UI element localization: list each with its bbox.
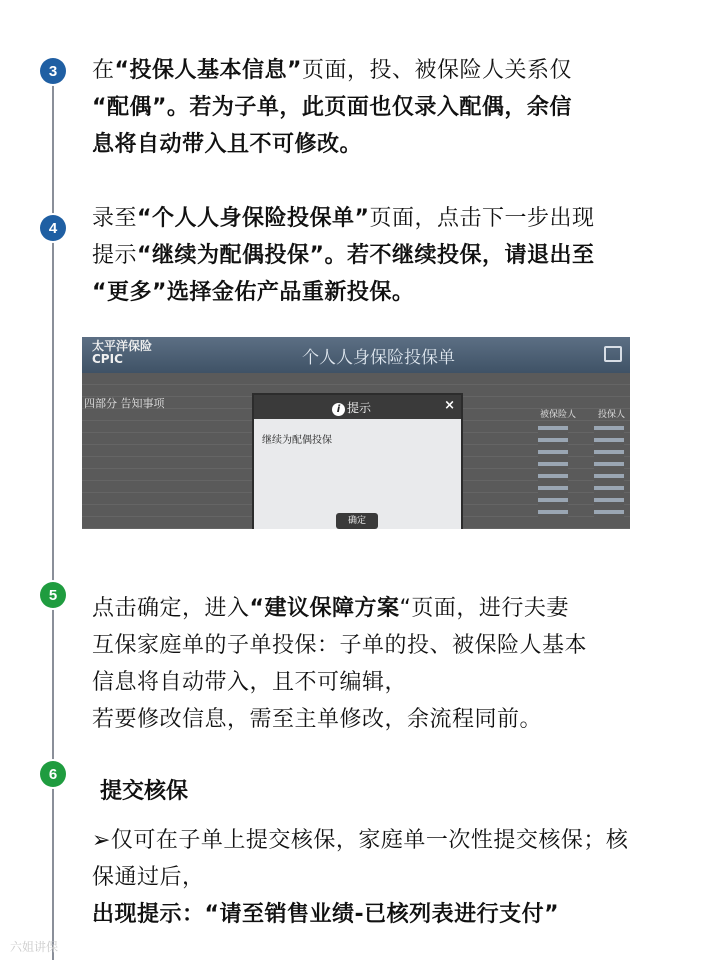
step4-line2-b: “继续为配偶投保” [137, 243, 325, 268]
step5-text [92, 590, 587, 738]
col-insured: 被保险人 [540, 410, 577, 420]
dialog-message: 继续为配偶投保 [262, 435, 332, 446]
dialog-ok-button[interactable]: 确定 [336, 513, 378, 529]
step4-line1-c: 页面，点击下一步出现 [369, 206, 595, 231]
step3-line1-c: 页面，投、被保险人关系仅 [301, 58, 572, 83]
watermark: 六姐讲保 [10, 940, 59, 954]
cpic-logo [92, 340, 152, 366]
step3-line1-b: “投保人基本信息” [114, 58, 302, 83]
screenshot-header [82, 337, 630, 373]
dialog-title [332, 399, 371, 416]
step4-text [92, 200, 594, 311]
info-icon: i [332, 403, 345, 416]
applicant-radio-column [594, 421, 624, 521]
step4-line2-a: 提示 [92, 243, 138, 268]
step3-line3: 息将自动带入且不可修改。 [92, 132, 363, 157]
step5-line2: 互保家庭单的子单投保：子单的投、被保险人基本 [92, 633, 588, 658]
step4-line1-a: 录至 [92, 206, 138, 231]
col-applicant: 投保人 [598, 410, 626, 420]
step6-line1: ➢仅可在子单上提交核保，家庭单一次性提交核保；核 [92, 828, 629, 853]
step3-text [92, 52, 572, 163]
screenshot-title: 个人人身保险投保单 [302, 348, 455, 368]
step-badge-4: 4 [40, 215, 66, 241]
dialog-titlebar [254, 395, 461, 419]
step6-heading: 提交核保 [100, 779, 189, 804]
logo-line-1: 太平洋保险 [92, 339, 153, 353]
embedded-screenshot [82, 337, 630, 529]
step5-line3: 信息将自动带入，且不可编辑， [92, 670, 408, 695]
step-badge-6: 6 [40, 761, 66, 787]
step4-line3-c: 选择金佑产品重新投保。 [166, 280, 415, 305]
step-badge-3: 3 [40, 58, 66, 84]
step5-line1-b: “建议保障方案 [249, 596, 400, 621]
step4-line3-b: “更多” [92, 280, 167, 305]
form-section-title: 四部分 告知事项 [84, 397, 165, 410]
step6-line2: 保通过后， [92, 865, 205, 890]
step4-line2-c: 。若不继续投保，请退出至 [324, 243, 595, 268]
step3-line1-a: 在 [92, 58, 115, 83]
step6-line3-a: 出现提示： [92, 902, 205, 927]
step4-line1-b: “个人人身保险投保单” [137, 206, 370, 231]
step-badge-5: 5 [40, 582, 66, 608]
step6-line3-b: “请至销售业绩-已核列表进行支付” [204, 902, 560, 927]
step3-line2-c: 。若为子单，此页面也仅录入配偶，余信 [166, 95, 572, 120]
dialog-title-text: 提示 [347, 401, 372, 415]
window-icon [604, 346, 622, 362]
dialog-close-button[interactable]: × [444, 398, 455, 413]
prompt-dialog [252, 393, 463, 529]
step6-text [92, 822, 628, 933]
step5-line1-c: “页面，进行夫妻 [399, 596, 569, 621]
insured-radio-column [538, 421, 568, 521]
step5-line1-a: 点击确定，进入 [92, 596, 250, 621]
timeline-line [52, 75, 54, 960]
step5-line4: 若要修改信息，需至主单修改，余流程同前。 [92, 707, 543, 732]
logo-line-2: CPIC [92, 352, 123, 366]
step3-line2-b: “配偶” [92, 95, 167, 120]
